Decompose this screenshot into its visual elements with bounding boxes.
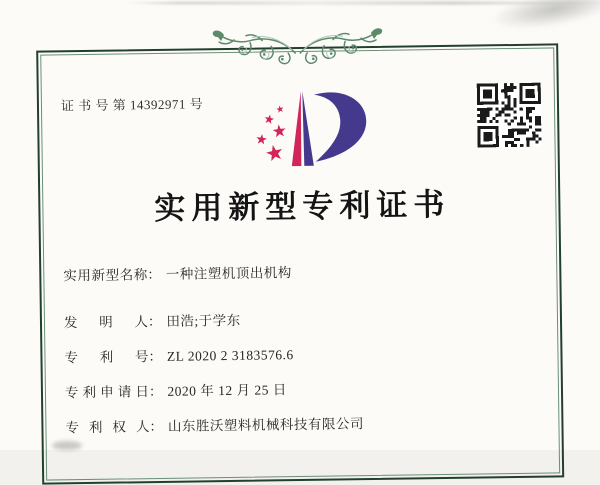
- field-colon: ：: [149, 418, 164, 435]
- field-label: 专利号: [64, 349, 149, 366]
- cnipa-patent-logo-icon: [240, 83, 373, 173]
- field-row-patentee: [65, 412, 364, 436]
- field-label: 专利权人: [65, 419, 150, 436]
- field-colon: ：: [147, 313, 162, 330]
- field-label: 实用新型名称: [63, 267, 148, 284]
- star-icons: [255, 105, 287, 162]
- field-value: 山东胜沃塑料机械科技有限公司: [167, 416, 365, 434]
- p-bowl: [314, 92, 367, 162]
- field-value: 2020 年 12 月 25 日: [167, 382, 287, 399]
- field-colon: ：: [147, 266, 161, 283]
- field-row-utility-model-name: [63, 261, 292, 284]
- field-colon: ：: [148, 348, 163, 365]
- dragon-flourish-right-icon: [297, 25, 384, 68]
- field-value: ZL 2020 2 3183576.6: [166, 347, 294, 364]
- dragon-flourish-left-icon: [212, 26, 299, 69]
- field-row-patent-number: [64, 343, 294, 366]
- field-colon: ：: [148, 383, 163, 400]
- obelisk-purple-half: [302, 91, 314, 166]
- qr-code: [477, 83, 542, 148]
- field-row-inventors: [64, 309, 241, 331]
- field-value: 田浩;于学东: [166, 312, 241, 329]
- field-label: 专利申请日: [64, 384, 150, 401]
- field-label: 发明人: [63, 314, 149, 331]
- obelisk-red-half: [291, 91, 302, 166]
- certificate-number: 证 书 号 第 14392971 号: [60, 96, 204, 114]
- field-row-application-date: [65, 378, 287, 401]
- certificate-title: 实用新型专利证书: [154, 186, 451, 227]
- field-value: 一种注塑机顶出机构: [165, 265, 292, 282]
